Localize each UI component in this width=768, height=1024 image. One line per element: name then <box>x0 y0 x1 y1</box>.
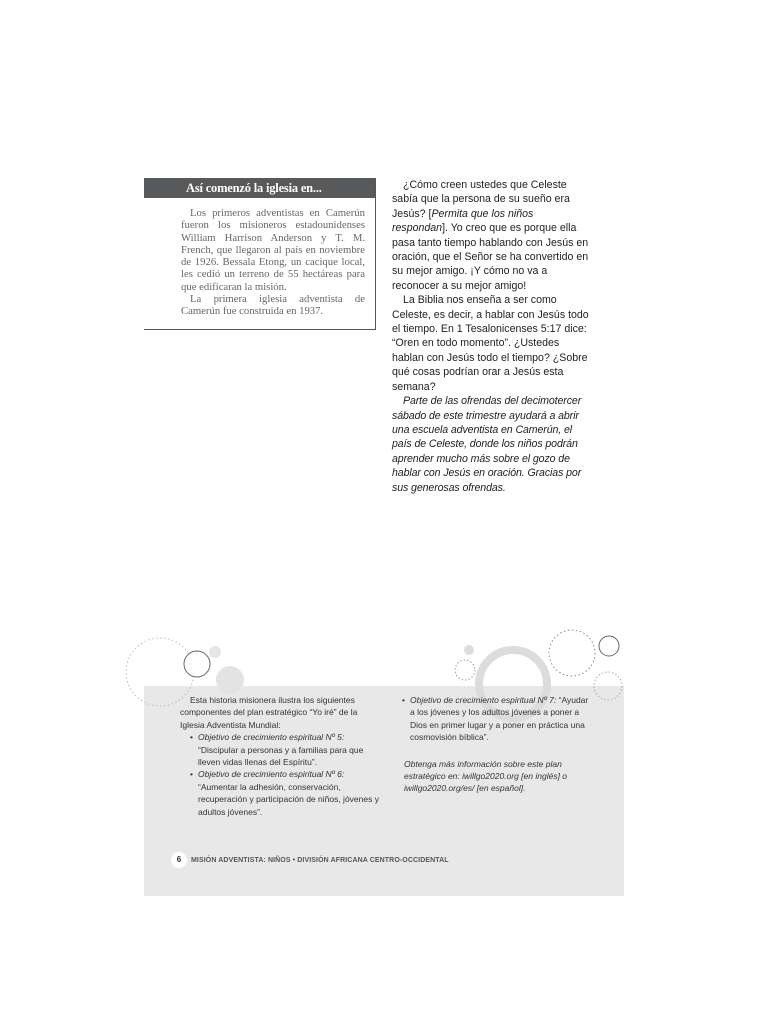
bullet-icon: • <box>190 769 193 780</box>
bullet-icon: • <box>402 695 405 705</box>
bullet-icon: • <box>190 732 193 743</box>
instruction-text: Permita que los niños respondan <box>392 207 534 235</box>
story-text: ¿Cómo creen ustedes que Celeste sabía que la persona de su sueño era Jesús? [ <box>392 179 570 220</box>
sidebar-paragraph: La primera iglesia adventista de Camerún fue construida en 1937. <box>181 293 365 318</box>
story-column <box>392 178 591 495</box>
objective-list <box>180 731 380 818</box>
decor-circle <box>549 630 595 676</box>
objective-text: “Discipular a personas y a familias para que lleven vidas llenas del Espíritu”. <box>198 744 364 768</box>
decor-circle <box>209 646 221 658</box>
objective-label: Objetivo de crecimiento espiritual Nº 5: <box>198 732 345 743</box>
decor-circle <box>184 651 210 677</box>
objective-item <box>190 768 380 818</box>
objective-label: Objetivo de crecimiento espiritual Nº 6: <box>198 769 345 780</box>
sidebar-body <box>144 198 375 318</box>
objective-text: “Ayudar a los jóvenes y los adultos jóvenes a poner a Dios en primer lugar y a poner en práctica una cosmovisión bíblica”. <box>410 695 589 743</box>
decor-circle <box>464 645 474 655</box>
objective-label: Objetivo de crecimiento espiritual Nº 7: <box>410 695 557 705</box>
story-paragraph <box>392 178 591 293</box>
objective-list <box>404 694 592 744</box>
panel-left-column <box>180 694 380 818</box>
page-footer <box>171 852 449 868</box>
panel-right-column <box>404 694 592 795</box>
objective-text: “Aumentar la adhesión, conservación, recuperación y participación de niños, jóvenes y adultos jóvenes”. <box>198 781 379 817</box>
offering-note: Parte de las ofrendas del decimotercer sábado de este trimestre ayudará a abrir una escuela adventista en Camerún, el país de Celeste, donde los niños podrán aprender mucho más sobre el gozo de hablar con Jesús en oración. Gracias por sus generosas ofrendas. <box>392 395 582 494</box>
decor-circle <box>455 660 475 680</box>
sidebar-title: Así comenzó la iglesia en... <box>144 178 375 198</box>
story-paragraph: La Biblia nos enseña a ser como Celeste, es decir, a hablar con Jesús todo el tiempo. En 1 Tesalonicenses 5:17 dice: “Oren en todo momento”. ¿Ustedes hablan con Jesús todo el tiempo? ¿Sobre qué cosas podrían orar a Jesús esta semana? <box>392 294 589 393</box>
story-text: ]. Yo creo que es porque ella pasa tanto tiempo hablando con Jesús en oración, que el Señor se ha convertido en su mejor amigo. ¡Y cómo no va a reconocer a su mejor amigo! <box>392 222 589 292</box>
panel-intro: Esta historia misionera ilustra los siguientes componentes del plan estratégico “Yo iré” de la Iglesia Adventista Mundial: <box>180 695 358 730</box>
objective-item <box>402 694 592 744</box>
sidebar-box <box>144 178 376 330</box>
objective-item <box>190 731 380 768</box>
footer-text: MISIÓN ADVENTISTA: NIÑOS • DIVISIÓN AFRICANA CENTRO-OCCIDENTAL <box>191 857 449 864</box>
page-number: 6 <box>171 852 187 868</box>
more-info-text: Obtenga más información sobre este plan estratégico en: iwillgo2020.org [en inglés] o iwillgo2020.org/es/ [en español]. <box>404 758 568 794</box>
decor-circle <box>599 636 619 656</box>
sidebar-paragraph: Los primeros adventistas en Camerún fueron los misioneros estadounidenses William Harrison Anderson y T. M. French, que llegaron al país en noviembre de 1926. Bessala Etong, un cacique local, les cedió un terreno de 55 hectáreas para que edificaran la misión. <box>181 207 365 293</box>
